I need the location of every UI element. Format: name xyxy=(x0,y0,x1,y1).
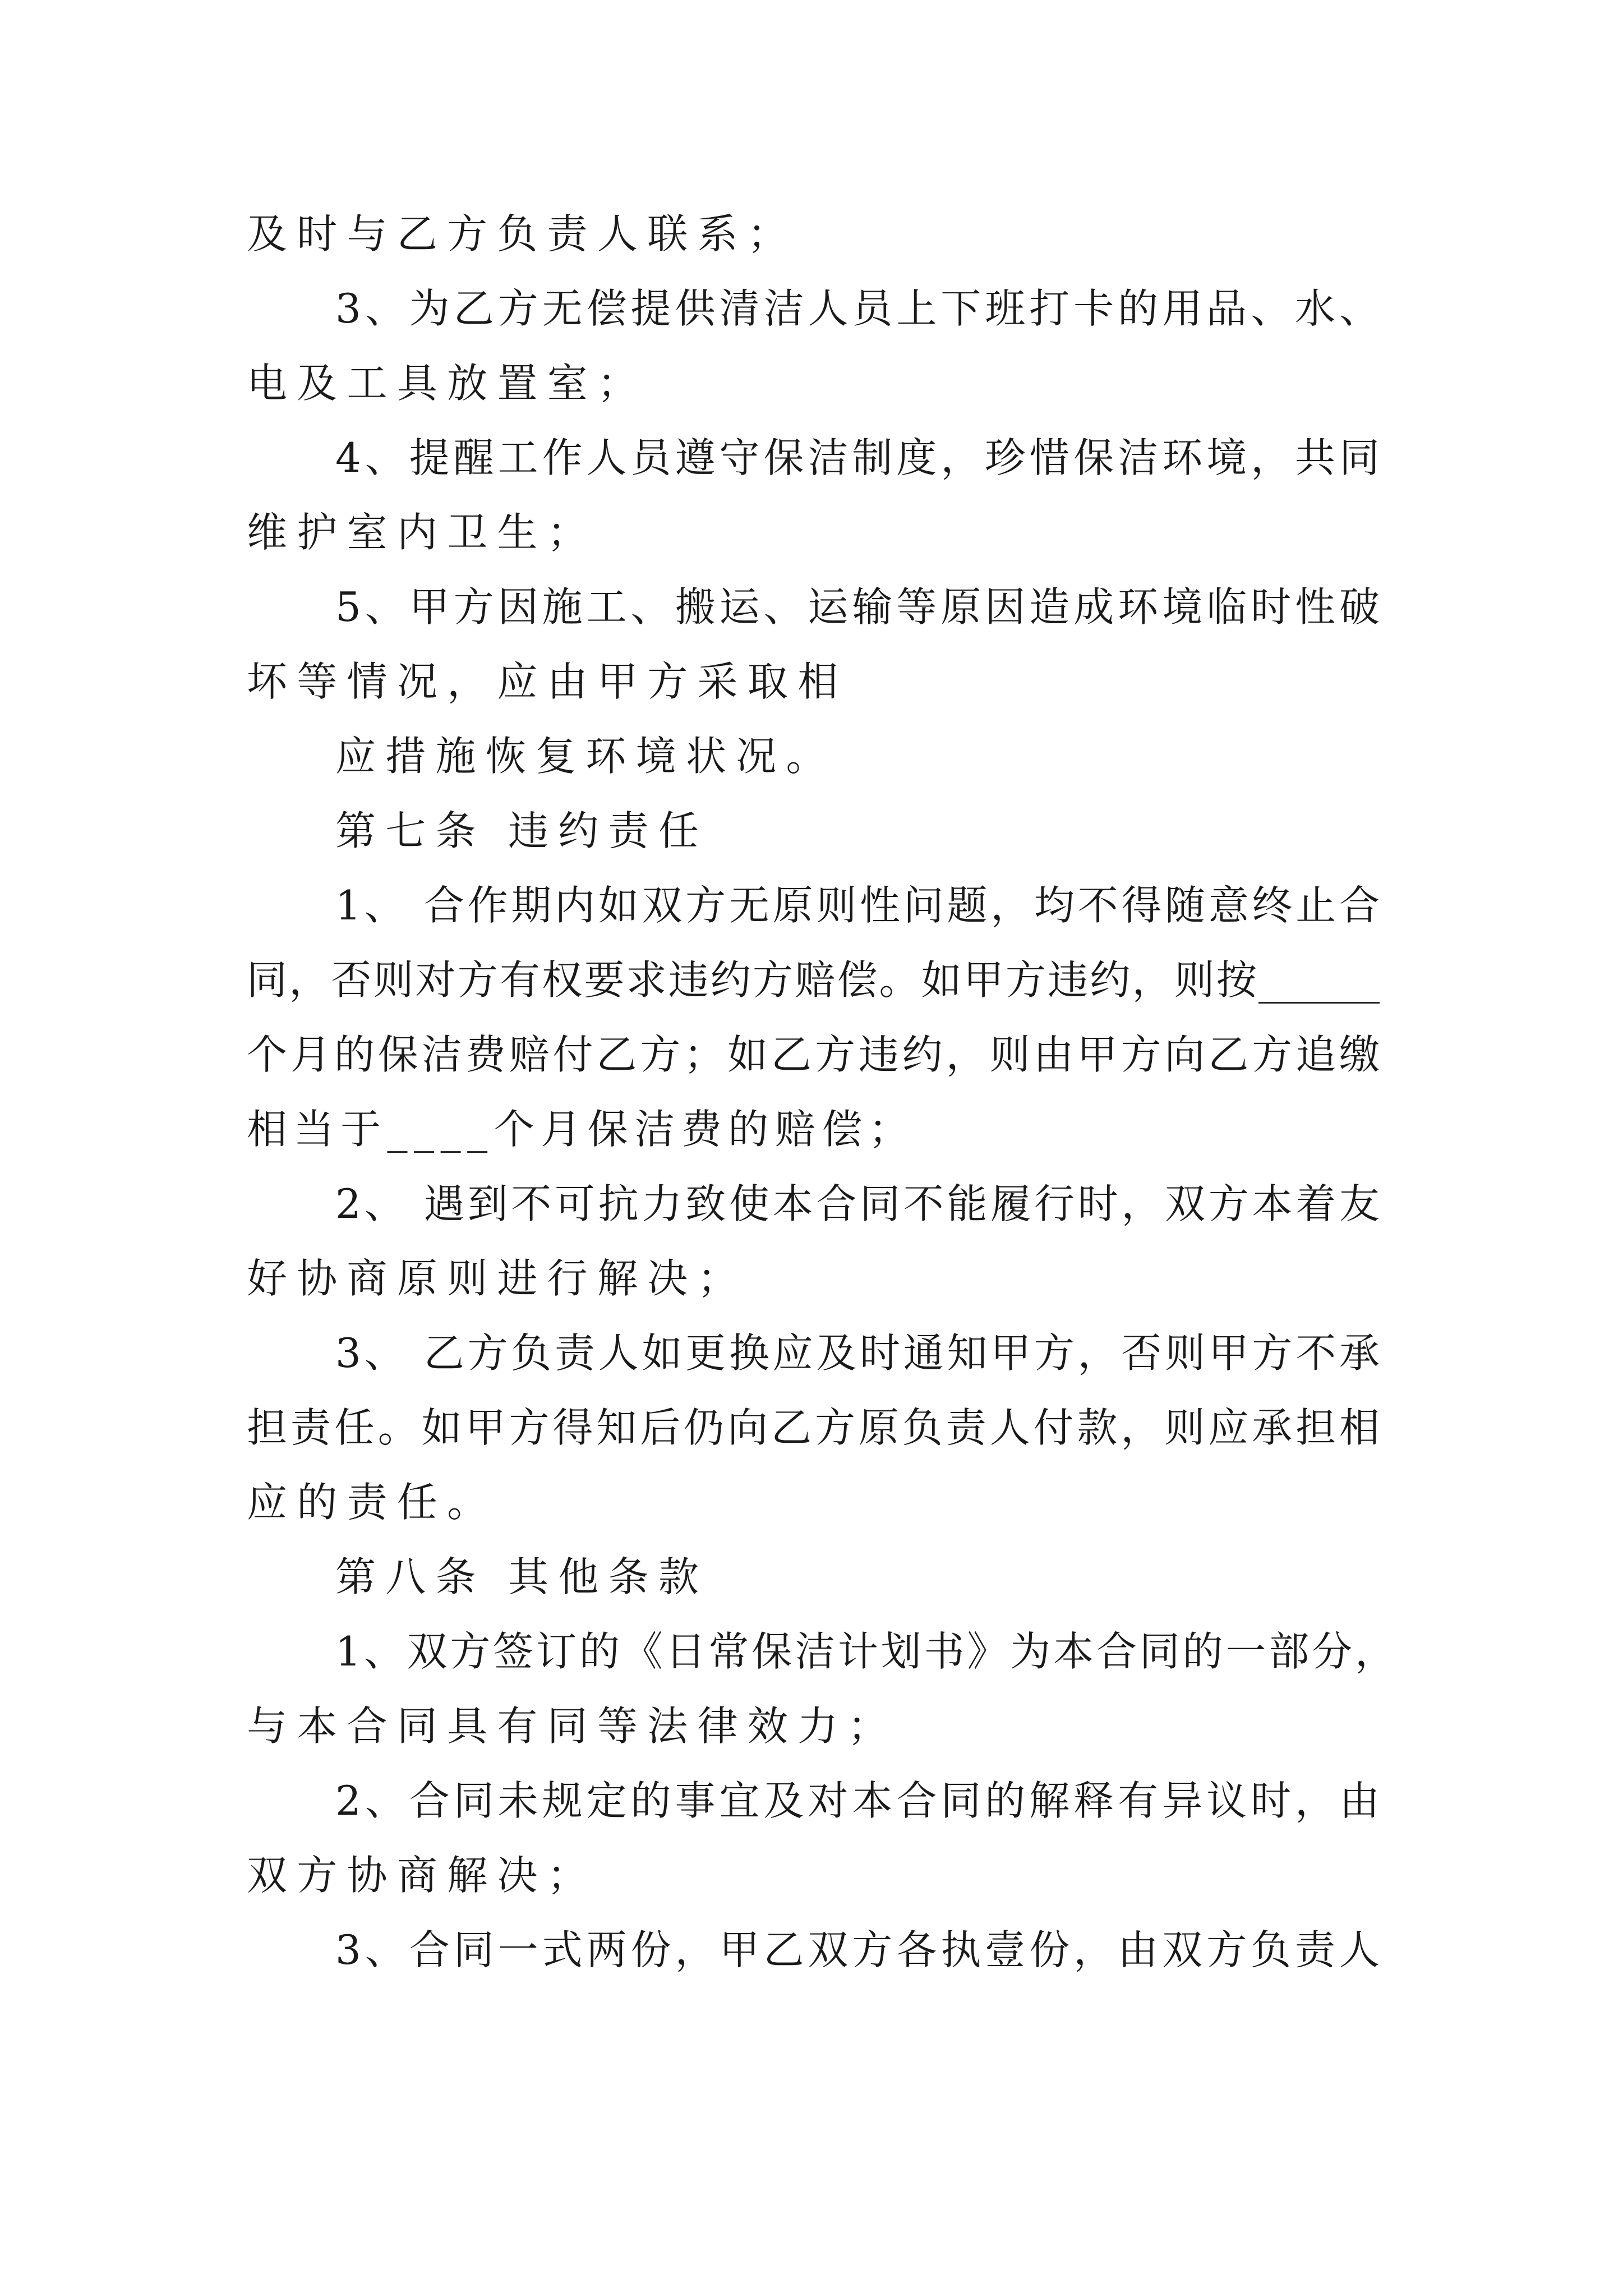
text-line: 应措施恢复环境状况。 xyxy=(335,733,836,780)
text-line: 3、为乙方无偿提供清洁人员上下班打卡的用品、水、 xyxy=(335,285,1380,332)
text-line: 好协商原则进行解决； xyxy=(247,1255,748,1302)
text-line: 5、甲方因施工、搬运、运输等原因造成环境临时性破 xyxy=(335,583,1380,631)
section-heading: 第八条 其他条款 xyxy=(335,1553,709,1600)
text-line: 维护室内卫生； xyxy=(247,509,597,556)
text-line: 4、提醒工作人员遵守保洁制度，珍惜保洁环境，共同 xyxy=(335,434,1380,481)
text-line: 双方协商解决； xyxy=(247,1852,597,1899)
text-line: 1、双方签订的《日常保洁计划书》为本合同的一部分， xyxy=(335,1628,1395,1675)
text-line: 3、 乙方负责人如更换应及时通知甲方，否则甲方不承 xyxy=(335,1329,1380,1377)
text-line: 1、 合作期内如双方无原则性问题，均不得随意终止合 xyxy=(335,882,1380,929)
text-line: 与本合同具有同等法律效力； xyxy=(247,1703,898,1750)
text-line: 应的责任。 xyxy=(247,1479,497,1526)
text-line: 2、合同未规定的事宜及对本合同的解释有异议时，由 xyxy=(335,1777,1380,1824)
text-line: 个月的保洁费赔付乙方；如乙方违约，则由甲方向乙方追缴 xyxy=(247,1031,1380,1078)
text-line: 相当于____个月保洁费的赔偿； xyxy=(247,1106,916,1153)
text-line: 3、合同一式两份，甲乙双方各执壹份，由双方负责人 xyxy=(335,1926,1380,1973)
text-line: 同，否则对方有权要求违约方赔偿。如甲方违约，则按______ xyxy=(247,956,1380,1004)
text-line: 电及工具放置室； xyxy=(247,360,648,407)
text-line: 及时与乙方负责人联系； xyxy=(247,210,798,257)
text-line: 2、 遇到不可抗力致使本合同不能履行时，双方本着友 xyxy=(335,1180,1380,1227)
text-line: 坏等情况，应由甲方采取相 xyxy=(247,658,848,705)
text-line: 担责任。如甲方得知后仍向乙方原负责人付款，则应承担相 xyxy=(247,1404,1380,1451)
section-heading: 第七条 违约责任 xyxy=(335,807,709,854)
